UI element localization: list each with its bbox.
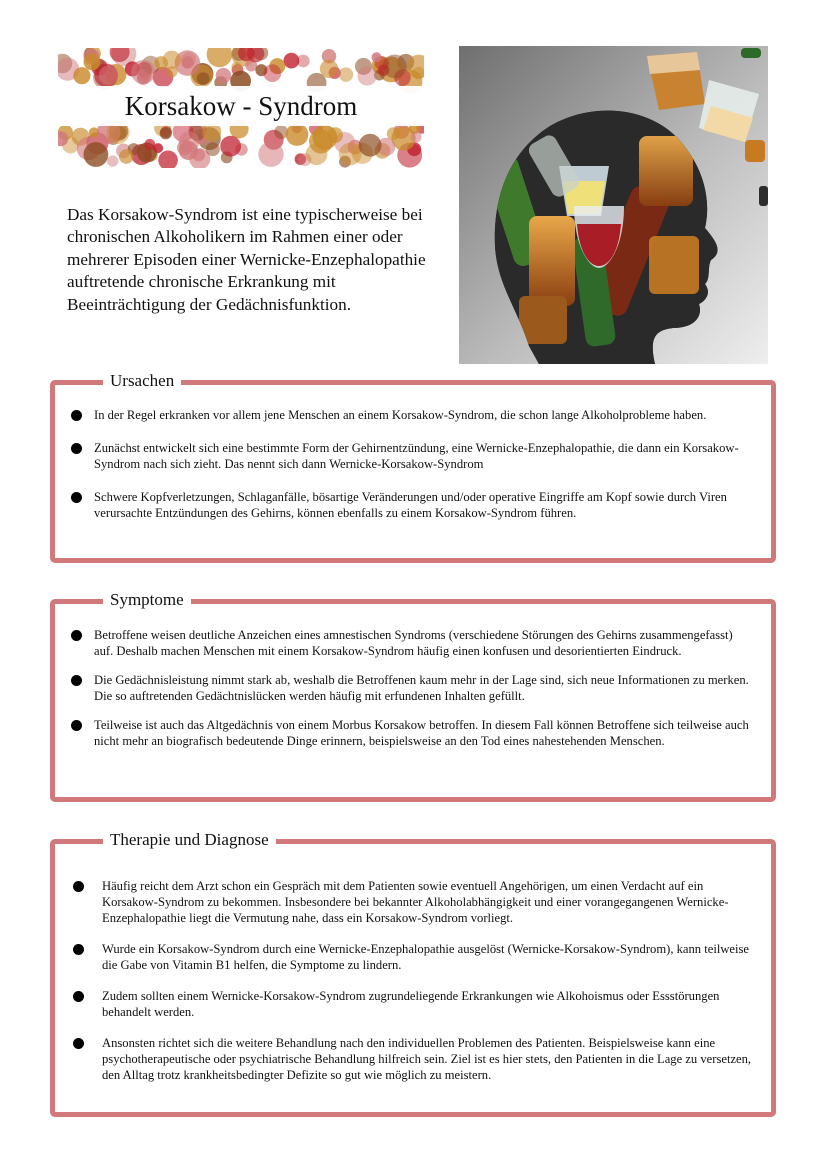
bullet-dot-icon: [71, 675, 82, 686]
title-banner: [58, 48, 424, 168]
confetti-dot: [263, 64, 281, 82]
confetti-dot: [73, 67, 90, 84]
confetti-dot: [220, 136, 241, 157]
list-item-text: Schwere Kopfverletzungen, Schlaganfälle, bösartige Veränderungen und/oder operative Eingriffe am Kopf sowie durch Viren verursachte Entzündungen des Gehirns, können ebenfalls zu einem Korsakow-Syndrom führen.: [94, 490, 727, 520]
confetti-dot: [197, 72, 210, 85]
list-item-text: Ansonsten richtet sich die weitere Behandlung nach den individuellen Problemen des Patienten. Beispielsweise kann eine psychotherapeutische oder psychiatrische Behandlung hilfreich sein. Ziel ist es hier stets, den Patienten in die Lage zu versetzen, den Alltag trotz krankheitsbedingter Defizite so gut wie möglich zu meistern.: [102, 1036, 752, 1082]
confetti-dot: [258, 142, 283, 167]
confetti-dot: [177, 140, 192, 155]
list-item-text: Zunächst entwickelt sich eine bestimmte Form der Gehirnentzündung, eine Wernicke-Enzephalopathie, die dann ein Korsakow-Syndrom nach sich zieht. Das nennt sich dann Wernicke-Korsakow-Syndrom: [94, 441, 739, 471]
list-item: [71, 1035, 753, 1083]
confetti-dot: [207, 48, 233, 67]
list-item-text: Teilweise ist auch das Altgedächnis von einem Morbus Korsakow betroffen. In diesem Fall können Betroffene sich teilweise auch nicht mehr an biografisch bedeutende Dinge erinnern, beispielsweise an den Tod eines nahestehenden Menschen.: [94, 718, 749, 748]
list-item-text: In der Regel erkranken vor allem jene Menschen an einem Korsakow-Syndrom, die schon lange Alkoholprobleme haben.: [94, 408, 707, 422]
list-item: [69, 489, 753, 521]
list-item: [69, 717, 753, 749]
confetti-dot: [411, 132, 422, 143]
list-item-text: Betroffene weisen deutliche Anzeichen eines amnestischen Syndroms (verschiedene Störungen des Gehirns zusammengefasst) auf. Deshalb machen Menschen mit einem Korsakow-Syndrom häufig einen konfusen und desorientierten Eindruck.: [94, 628, 733, 658]
hero-image-alcohol-head: [459, 46, 768, 364]
confetti-dot: [167, 66, 178, 77]
list-item-text: Die Gedächnisleistung nimmt stark ab, weshalb die Betroffenen kaum mehr in der Lage sind, sich neue Informationen zu merken. Die so auftretenden Gedächtnislücken werden häufig mit erfundenen Inhalten gefüllt.: [94, 673, 749, 703]
list-item: [71, 988, 753, 1020]
confetti-dot: [107, 155, 118, 166]
confetti-dot: [206, 142, 220, 156]
section-ursachen: [50, 371, 776, 563]
list-item: [69, 440, 753, 472]
section-therapie-und-diagnose: [50, 830, 776, 1117]
intro-paragraph: Das Korsakow-Syndrom ist eine typischerweise bei chronischen Alkoholikern im Rahmen einer oder mehrerer Episoden einer Wernicke-Enzephalopathie auftretende chronische Erkrankung mit Beeinträchtigung der Gedächnisfunktion.: [67, 205, 426, 314]
confetti-dot: [359, 134, 382, 157]
confetti-dot: [160, 127, 172, 139]
confetti-dot: [84, 53, 101, 70]
therapie-list: [71, 878, 753, 1098]
confetti-dot: [231, 62, 241, 72]
list-item-text: Zudem sollten einem Wernicke-Korsakow-Syndrom zugrundeliegende Erkrankungen wie Alkohoismus oder Essstörungen behandelt werden.: [102, 989, 720, 1019]
confetti-dot: [216, 68, 231, 83]
list-item-text: Häufig reicht dem Arzt schon ein Gespräch mit dem Patienten sowie eventuell Angehörigen, um einen Verdacht auf ein Korsakow-Syndrom zu bekommen. Insbesondere bei bekannter Alkoholabhängigkeit und einer vorangegangenen Wernicke-Enzephalopathie liegt die Vermutung nahe, dass ein Korsakow-Syndrom vorliegt.: [102, 879, 729, 925]
bullet-dot-icon: [71, 410, 82, 421]
bullet-dot-icon: [73, 881, 84, 892]
confetti-dot: [306, 143, 328, 165]
list-item: [69, 627, 753, 659]
confetti-dot: [286, 123, 309, 146]
confetti-dot: [284, 53, 300, 69]
confetti-dot: [119, 149, 134, 164]
section-title-ursachen: Ursachen: [103, 368, 181, 394]
confetti-dot: [339, 67, 353, 81]
confetti-dot: [131, 60, 155, 84]
bullet-dot-icon: [73, 991, 84, 1002]
confetti-dot: [84, 142, 109, 167]
confetti-dot: [158, 151, 178, 169]
list-item: [69, 407, 753, 423]
section-title-therapie: Therapie und Diagnose: [103, 827, 276, 853]
confetti-dot: [372, 52, 382, 62]
section-title-symptome: Symptome: [103, 587, 191, 613]
bullet-dot-icon: [71, 630, 82, 641]
bullet-dot-icon: [73, 1038, 84, 1049]
bullet-dot-icon: [73, 944, 84, 955]
list-item: [69, 672, 753, 704]
list-item: [71, 941, 753, 973]
confetti-dot: [99, 66, 118, 85]
confetti-dot: [153, 143, 163, 153]
bullet-dot-icon: [71, 720, 82, 731]
ursachen-list: [69, 407, 753, 538]
confetti-dot: [320, 60, 338, 78]
page-title: Korsakow - Syndrom: [58, 86, 424, 126]
confetti-dot: [387, 127, 400, 140]
confetti-dot: [339, 143, 362, 166]
confetti-dot: [358, 66, 377, 85]
bullet-dot-icon: [71, 443, 82, 454]
bullet-dot-icon: [71, 492, 82, 503]
head-of-bottles-illustration: [459, 46, 768, 364]
section-symptome: [50, 590, 776, 802]
list-item-text: Wurde ein Korsakow-Syndrom durch eine Wernicke-Enzephalopathie ausgelöst (Wernicke-Korsakow-Syndrom), kann teilweise die Gabe von Vitamin B1 helfen, die Symptome zu lindern.: [102, 942, 750, 972]
list-item: [71, 878, 753, 926]
symptome-list: [69, 627, 753, 762]
